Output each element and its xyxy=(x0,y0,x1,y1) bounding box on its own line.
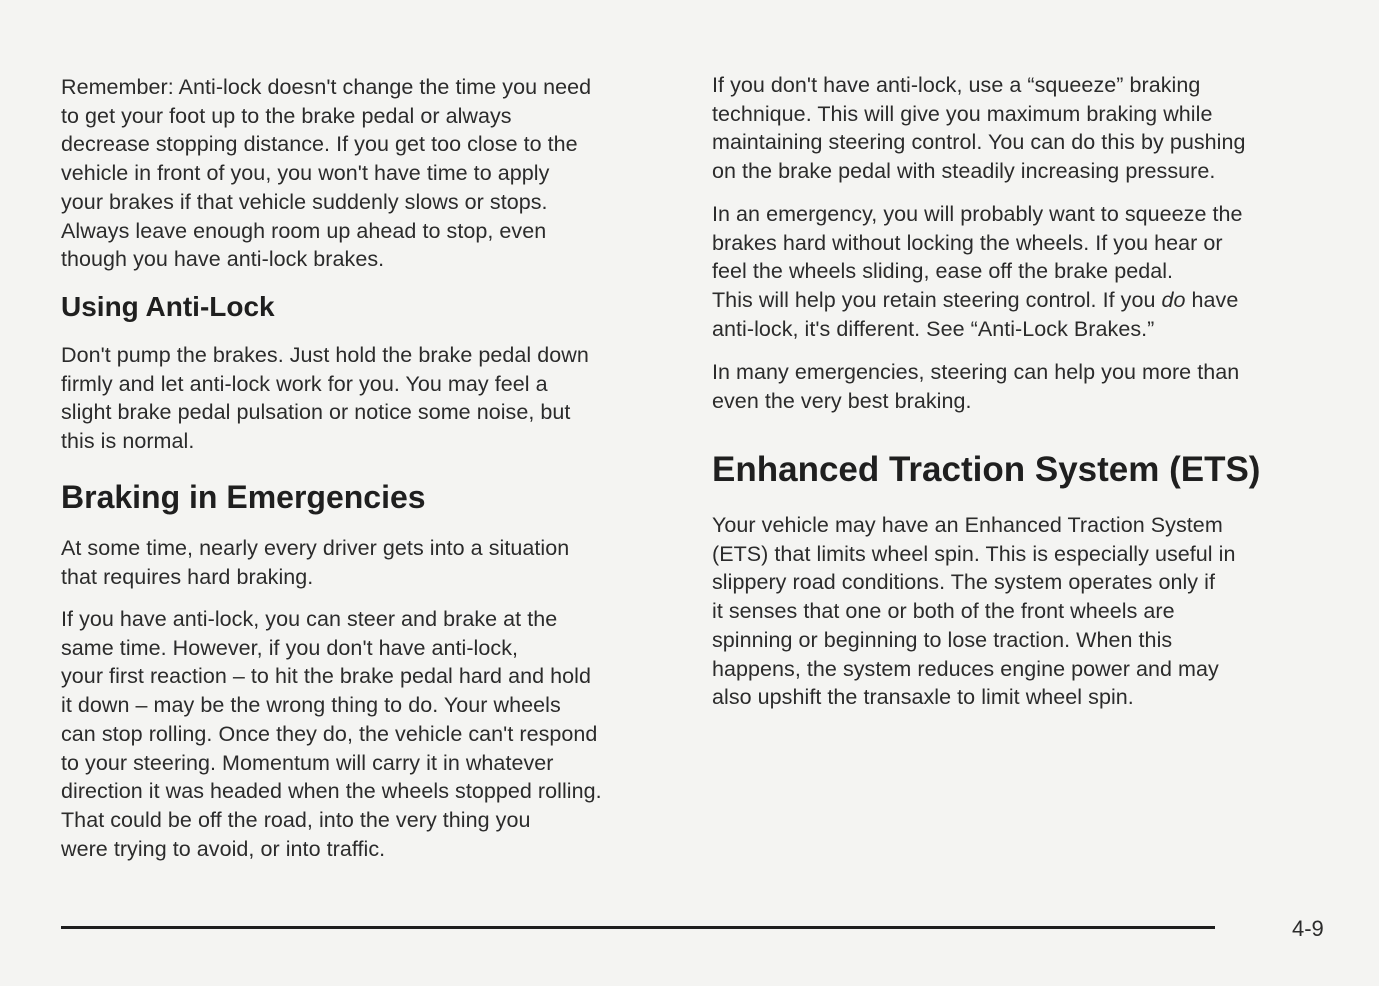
text-line: happens, the system reduces engine power and may xyxy=(712,656,1219,681)
remember-paragraph xyxy=(61,73,591,274)
text-line: on the brake pedal with steadily increasing pressure. xyxy=(712,159,1216,184)
text-line: were trying to avoid, or into traffic. xyxy=(61,836,386,861)
squeeze-paragraph xyxy=(712,71,1246,186)
braking-detail-paragraph xyxy=(61,605,602,863)
footer-rule xyxy=(61,926,1215,929)
using-antilock-heading: Using Anti-Lock xyxy=(61,291,275,322)
text-line: also upshift the transaxle to limit wheel spin. xyxy=(712,685,1134,710)
text-line: If you don't have anti-lock, use a “squeeze” braking xyxy=(712,73,1201,97)
page-number: 4-9 xyxy=(1292,916,1324,941)
text-line: direction it was headed when the wheels stopped rolling. xyxy=(61,779,602,804)
text-line: (ETS) that limits wheel spin. This is especially useful in xyxy=(712,541,1236,566)
text-line xyxy=(712,286,1243,315)
text-line: Don't pump the brakes. Just hold the brake pedal down xyxy=(61,343,589,367)
steering-paragraph xyxy=(712,358,1239,415)
text-line: technique. This will give you maximum braking while xyxy=(712,101,1213,126)
text-line: to your steering. Momentum will carry it in whatever xyxy=(61,750,554,775)
text-line: can stop rolling. Once they do, the vehicle can't respond xyxy=(61,721,598,746)
text-line: this is normal. xyxy=(61,429,195,454)
text-line: to get your foot up to the brake pedal or always xyxy=(61,103,512,128)
text-line: At some time, nearly every driver gets into a situation xyxy=(61,536,570,560)
text-line: Your vehicle may have an Enhanced Traction System xyxy=(712,513,1223,537)
text-segment: have xyxy=(1185,288,1239,313)
text-line: your first reaction – to hit the brake pedal hard and hold xyxy=(61,664,591,689)
text-line: slippery road conditions. The system operates only if xyxy=(712,570,1215,595)
text-line: feel the wheels sliding, ease off the brake pedal. xyxy=(712,259,1174,284)
text-line: If you have anti-lock, you can steer and brake at the xyxy=(61,607,558,631)
text-line: brakes hard without locking the wheels. If you hear or xyxy=(712,230,1223,255)
using-antilock-paragraph xyxy=(61,341,589,456)
text-line: it down – may be the wrong thing to do. Your wheels xyxy=(61,693,561,718)
text-line: even the very best braking. xyxy=(712,388,972,413)
text-line: your brakes if that vehicle suddenly slows or stops. xyxy=(61,189,548,214)
text-line: In many emergencies, steering can help you more than xyxy=(712,360,1240,384)
text-line: vehicle in front of you, you won't have time to apply xyxy=(61,161,550,186)
text-line: that requires hard braking. xyxy=(61,564,314,589)
text-line: though you have anti-lock brakes. xyxy=(61,247,385,272)
text-line: Remember: Anti-lock doesn't change the time you need xyxy=(61,75,592,99)
text-line: slight brake pedal pulsation or notice some noise, but xyxy=(61,400,571,425)
text-line: Always leave enough room up ahead to stop, even xyxy=(61,218,547,243)
braking-intro-paragraph xyxy=(61,534,569,591)
ets-paragraph xyxy=(712,511,1235,712)
braking-emergencies-heading: Braking in Emergencies xyxy=(61,479,426,515)
text-line: That could be off the road, into the very thing you xyxy=(61,807,531,832)
text-line: it senses that one or both of the front wheels are xyxy=(712,599,1175,624)
emphasis-do: do xyxy=(1161,288,1186,313)
text-line: In an emergency, you will probably want to squeeze the xyxy=(712,202,1243,226)
text-line: spinning or beginning to lose traction. When this xyxy=(712,627,1173,652)
text-line: anti-lock, it's different. See “Anti-Lock Brakes.” xyxy=(712,316,1155,341)
emergency-paragraph xyxy=(712,200,1243,344)
text-line: firmly and let anti-lock work for you. You may feel a xyxy=(61,371,548,396)
text-line: same time. However, if you don't have anti-lock, xyxy=(61,635,519,660)
ets-heading: Enhanced Traction System (ETS) xyxy=(712,450,1261,489)
text-line: maintaining steering control. You can do this by pushing xyxy=(712,130,1246,155)
text-line: decrease stopping distance. If you get too close to the xyxy=(61,132,578,157)
text-segment: This will help you retain steering control. If you xyxy=(712,288,1156,313)
